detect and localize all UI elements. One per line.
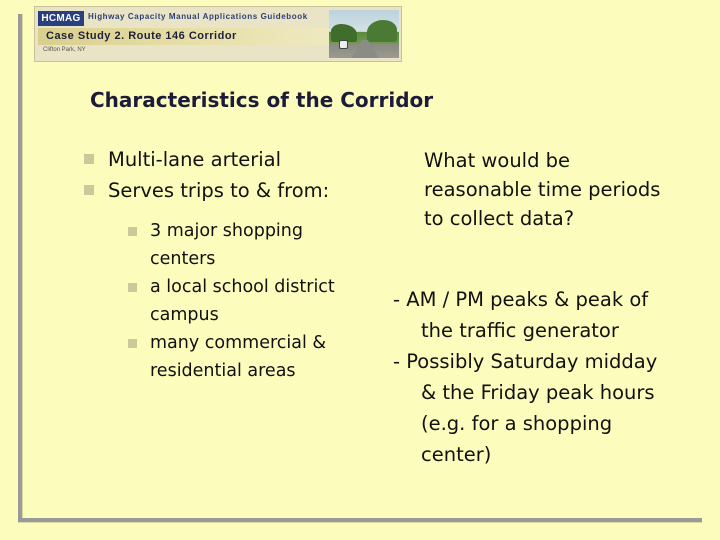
answer-line: - Possibly Saturday midday: [393, 350, 658, 373]
sub-bullet-line: campus: [150, 305, 219, 325]
answer-line: - AM / PM peaks & peak of: [393, 288, 649, 311]
answer-text: [393, 284, 713, 470]
sub-bullet-item: [128, 329, 368, 385]
sub-bullet-line: centers: [150, 249, 216, 269]
sub-bullet-list: [128, 217, 368, 385]
case-study-title: Case Study 2. Route 146 Corridor: [46, 30, 237, 42]
question-line: What would be: [424, 149, 571, 172]
answer-line: (e.g. for a shopping: [421, 412, 613, 435]
sub-bullet-item: [128, 273, 368, 329]
sub-bullet-line: residential areas: [150, 361, 296, 381]
question-line: to collect data?: [424, 207, 575, 230]
bullet-item: [84, 145, 281, 175]
bullet-square-icon: [84, 185, 94, 195]
tree-shape: [367, 20, 397, 42]
question-text: [424, 146, 704, 233]
question-line: reasonable time periods: [424, 178, 661, 201]
slide-frame-bottom: [18, 518, 702, 522]
bullet-square-icon: [128, 227, 137, 236]
road-shape: [351, 40, 379, 58]
answer-line: & the Friday peak hours: [421, 381, 655, 404]
slide-frame-left: [18, 14, 22, 522]
location-label: Clifton Park, NY: [43, 47, 86, 53]
hcmag-logo: HCMAG: [38, 11, 84, 26]
sub-bullet-line: 3 major shopping: [150, 221, 303, 241]
route-sign-icon: [339, 40, 348, 49]
highway-photo: [329, 10, 399, 58]
bullet-square-icon: [84, 154, 94, 164]
answer-line: the traffic generator: [421, 319, 619, 342]
answer-item: [393, 284, 713, 346]
bullet-square-icon: [128, 339, 137, 348]
answer-item: [393, 346, 713, 470]
case-study-bar: [38, 28, 338, 45]
guidebook-title: Highway Capacity Manual Applications Guidebook: [88, 12, 308, 21]
bullet-item: [84, 176, 329, 206]
answer-line: center): [421, 443, 492, 466]
bullet-text: Serves trips to & from:: [108, 179, 330, 202]
bullet-text: Multi-lane arterial: [108, 148, 282, 171]
header-banner: [34, 6, 402, 62]
slide-title: Characteristics of the Corridor: [90, 88, 434, 112]
sub-bullet-item: [128, 217, 368, 273]
bullet-square-icon: [128, 283, 137, 292]
sub-bullet-line: many commercial &: [150, 333, 327, 353]
sub-bullet-line: a local school district: [150, 277, 335, 297]
